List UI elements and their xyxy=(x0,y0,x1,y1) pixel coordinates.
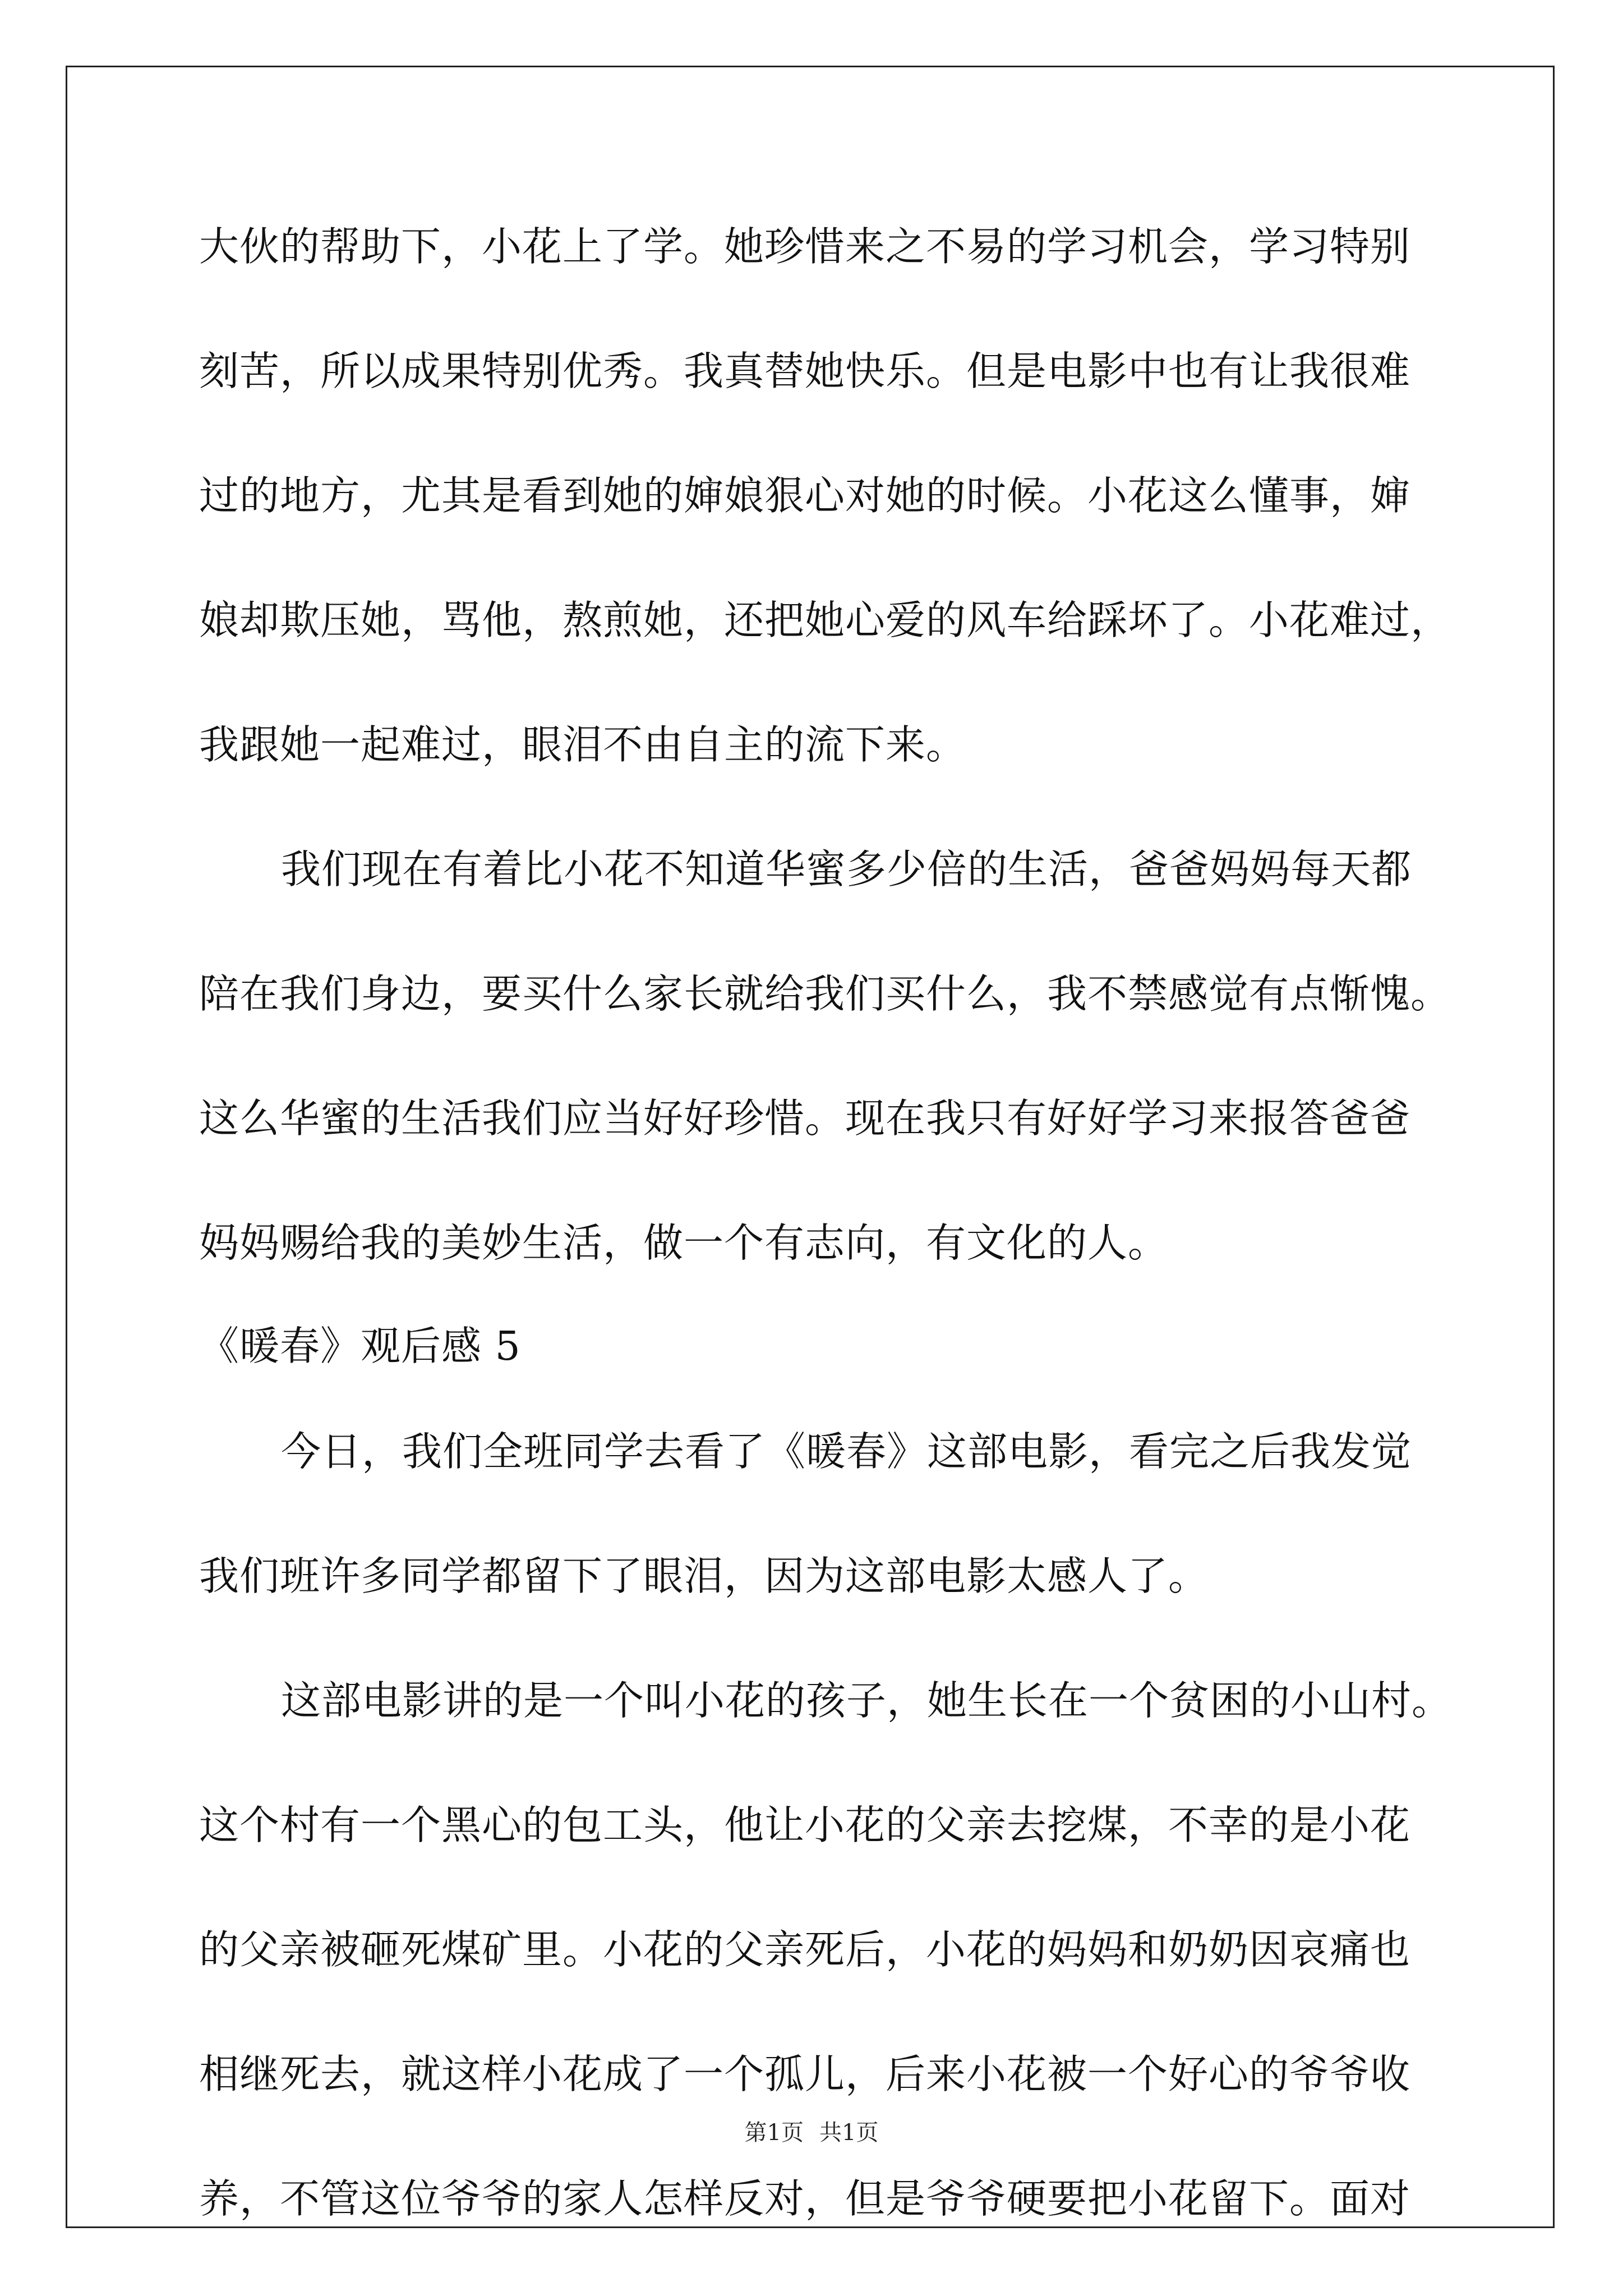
body-line: 的父亲被砸死煤矿里。小花的父亲死后，小花的妈妈和奶奶因哀痛也 xyxy=(199,1926,1411,1973)
page-total: 共1页 xyxy=(819,2120,879,2146)
body-line: 相继死去，就这样小花成了一个孤儿，后来小花被一个好心的爷爷收 xyxy=(199,2051,1411,2097)
body-line: 娘却欺压她，骂他，熬煎她，还把她心爱的风车给踩坏了。小花难过， xyxy=(199,597,1451,643)
body-line: 陪在我们身边，要买什么家长就给我们买什么，我不禁感觉有点惭愧。 xyxy=(199,970,1451,1017)
body-line: 我跟她一起难过，眼泪不由自主的流下来。 xyxy=(199,721,967,768)
body-line: 妈妈赐给我的美妙生活，做一个有志向，有文化的人。 xyxy=(199,1220,1169,1266)
body-line: 大伙的帮助下，小花上了学。她珍惜来之不易的学习机会，学习特别 xyxy=(199,223,1411,270)
paragraph-start-line: 今日，我们全班同学去看了《暖春》这部电影，看完之后我发觉 xyxy=(281,1428,1412,1475)
page-number: 第1页 xyxy=(744,2120,804,2146)
body-line: 我们班许多同学都留下了眼泪，因为这部电影太感人了。 xyxy=(199,1553,1209,1599)
body-line: 这个村有一个黑心的包工头，他让小花的父亲去挖煤，不幸的是小花 xyxy=(199,1802,1411,1848)
page-footer xyxy=(0,2115,1623,2147)
paragraph-start-line: 这部电影讲的是一个叫小花的孩子，她生长在一个贫困的小山村。 xyxy=(281,1677,1453,1724)
body-line: 这么华蜜的生活我们应当好好珍惜。现在我只有好好学习来报答爸爸 xyxy=(199,1095,1411,1142)
body-line: 过的地方，尤其是看到她的婶娘狠心对她的时候。小花这么懂事，婶 xyxy=(199,472,1411,519)
section-heading: 《暖春》观后感 5 xyxy=(199,1323,521,1369)
body-line: 刻苦，所以成果特别优秀。我真替她快乐。但是电影中也有让我很难 xyxy=(199,348,1411,394)
body-line: 养，不管这位爷爷的家人怎样反对，但是爷爷硬要把小花留下。面对 xyxy=(199,2175,1411,2222)
paragraph-start-line: 我们现在有着比小花不知道华蜜多少倍的生活，爸爸妈妈每天都 xyxy=(281,846,1412,892)
